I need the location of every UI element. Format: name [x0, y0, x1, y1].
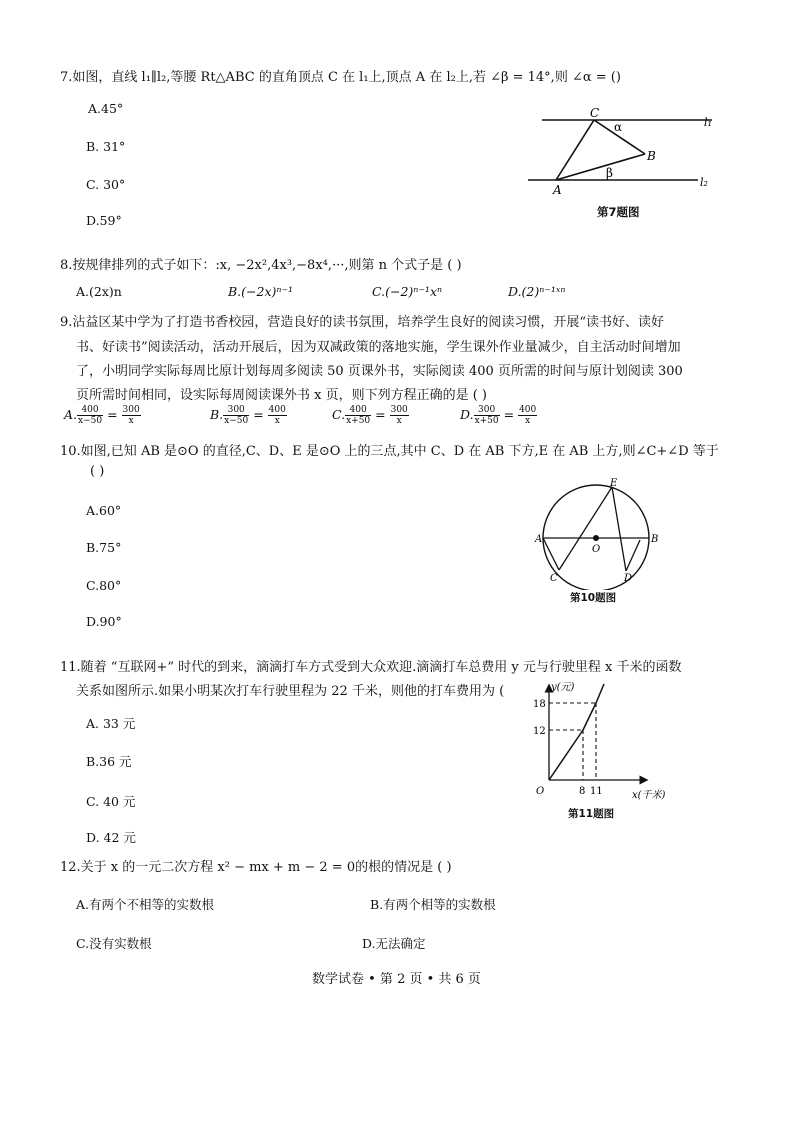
- q8-option-a: A.(2x)n: [76, 284, 122, 299]
- q12-option-a: A.有两个不相等的实数根: [76, 897, 215, 912]
- q10-option-c: C.80°: [86, 578, 122, 593]
- option-letter: D.: [460, 407, 474, 422]
- q10-figure: [530, 474, 660, 590]
- right-denominator: x: [274, 416, 280, 426]
- label-b: B: [651, 534, 659, 545]
- chord-ce: [559, 487, 612, 570]
- q7-option-c: C. 30°: [86, 177, 126, 192]
- label-l2: l₂: [700, 176, 708, 189]
- left-denominator: x−50: [78, 416, 103, 426]
- label-beta: β: [606, 166, 613, 180]
- q9-option-b: B. $\frac{300}{x-50}$ = $\frac{400}{x}$: [210, 405, 286, 426]
- q10-caption: 第10题图: [570, 592, 617, 604]
- option-letter: B.: [210, 407, 224, 422]
- q7-figure: [520, 104, 720, 194]
- q11-option-d: D. 42 元: [86, 830, 136, 845]
- label-c: C: [550, 573, 558, 584]
- y-tick-18: 18: [533, 699, 546, 710]
- right-numerator: 400: [519, 405, 537, 415]
- label-l1: l₁: [704, 116, 712, 129]
- right-denominator: x: [128, 416, 134, 426]
- origin-label: O: [536, 786, 545, 797]
- label-b: B: [647, 149, 656, 163]
- option-letter: C.: [332, 407, 346, 422]
- q9-option-a: A. $\frac{400}{x-50}$ = $\frac{300}{x}$: [64, 405, 140, 426]
- q10-line-1: 10.如图,已知 AB 是⊙O 的直径,C、D、E 是⊙O 上的三点,其中 C、D 在 AB 下方,E 在 AB 上方,则∠C+∠D 等于: [60, 444, 719, 459]
- left-numerator: 300: [223, 405, 249, 416]
- right-numerator: 400: [268, 405, 286, 415]
- option-letter: A.: [64, 407, 78, 422]
- q8-option-d: D.(2)ⁿ⁻¹ˣⁿ: [508, 284, 566, 299]
- q12-option-c: C.没有实数根: [76, 936, 152, 951]
- q11-option-c: C. 40 元: [86, 794, 136, 809]
- graph-segment-1: [549, 730, 583, 780]
- right-denominator: x: [525, 416, 531, 426]
- q12-option-d: D.无法确定: [362, 936, 426, 951]
- right-numerator: 300: [390, 405, 408, 415]
- q7-option-a: A.45°: [88, 101, 124, 116]
- q7-option-b: B. 31°: [86, 139, 126, 154]
- right-numerator: 300: [122, 405, 140, 415]
- right-denominator: x: [396, 416, 402, 426]
- q9-line-2: 书、好读书”阅读活动，活动开展后，因为双减政策的落地实施，学生课外作业量减少，自主活动时间增加: [76, 340, 681, 355]
- q7-stem: 7.如图，直线 l₁∥l₂,等腰 Rt△ABC 的直角顶点 C 在 l₁上,顶点 A 在 l₂上,若 ∠β = 14°,则 ∠α = (): [60, 70, 621, 85]
- graph-segment-3: [596, 684, 604, 703]
- q7-caption: 第7题图: [597, 205, 640, 219]
- label-e: E: [610, 478, 618, 489]
- q8-option-b: B.(−2x)ⁿ⁻¹: [228, 284, 294, 299]
- q9-option-d: D. $\frac{300}{x+50}$ = $\frac{400}{x}$: [460, 405, 537, 426]
- q11-option-b: B.36 元: [86, 754, 132, 769]
- page-footer: 数学试卷 • 第 2 页 • 共 6 页: [312, 972, 481, 987]
- label-a: A: [535, 534, 543, 545]
- q11-figure: [516, 676, 681, 802]
- q9-line-3: 了，小明同学实际每周比原计划每周多阅读 50 页课外书，实际阅读 400 页所需的时间与原计划阅读 300: [76, 364, 683, 379]
- q8-option-c: C.(−2)ⁿ⁻¹xⁿ: [372, 284, 443, 299]
- q11-line-2: 关系如图所示.如果小明某次打车行驶里程为 22 千米，则他的打车费用为 (: [76, 684, 505, 699]
- y-axis-label: y(元): [551, 682, 575, 693]
- q9-line-4: 页所需时间相同，设实际每周阅读课外书 x 页，则下列方程正确的是 ( ): [76, 388, 488, 403]
- q7-option-d: D.59°: [86, 213, 122, 228]
- chord-db: [626, 540, 640, 571]
- left-denominator: x−50: [224, 416, 249, 426]
- label-d: D: [624, 573, 633, 584]
- q11-line-1: 11.随着 “互联网+” 时代的到来，滴滴打车方式受到大众欢迎.滴滴打车总费用 y 元与行驶里程 x 千米的函数: [60, 660, 682, 675]
- q10-line-2: ( ): [90, 464, 105, 479]
- y-tick-12: 12: [533, 726, 546, 737]
- left-denominator: x+50: [474, 416, 499, 426]
- label-alpha: α: [614, 120, 623, 134]
- q9-option-c: C. $\frac{400}{x+50}$ = $\frac{300}{x}$: [332, 405, 408, 426]
- q11-option-a: A. 33 元: [86, 716, 136, 731]
- left-numerator: 300: [474, 405, 500, 416]
- q12-stem: 12.关于 x 的一元二次方程 x² − mx + m − 2 = 0的根的情况是 ( ): [60, 860, 452, 875]
- label-c: C: [590, 106, 600, 120]
- center-point: [593, 535, 599, 541]
- q10-option-b: B.75°: [86, 540, 122, 555]
- q12-option-b: B.有两个相等的实数根: [370, 897, 496, 912]
- q11-caption: 第11题图: [568, 808, 615, 820]
- left-numerator: 400: [77, 405, 103, 416]
- x-tick-8: 8: [579, 786, 586, 797]
- label-o: O: [592, 544, 601, 555]
- q9-line-1: 9.沾益区某中学为了打造书香校园，营造良好的读书氛围，培养学生良好的阅读习惯，开展“读书好、读好: [60, 315, 665, 330]
- label-a: A: [553, 183, 562, 194]
- q10-option-d: D.90°: [86, 614, 122, 629]
- left-numerator: 400: [345, 405, 371, 416]
- q8-stem: 8.按规律排列的式子如下：:x, −2x²,4x³,−8x⁴,···,则第 n 个式子是 ( ): [60, 258, 462, 273]
- left-denominator: x+50: [346, 416, 371, 426]
- graph-segment-2: [583, 703, 596, 730]
- x-tick-11: 11: [590, 786, 603, 797]
- chord-ed: [612, 487, 626, 571]
- q10-option-a: A.60°: [86, 503, 122, 518]
- x-axis-label: x(千米): [632, 790, 666, 801]
